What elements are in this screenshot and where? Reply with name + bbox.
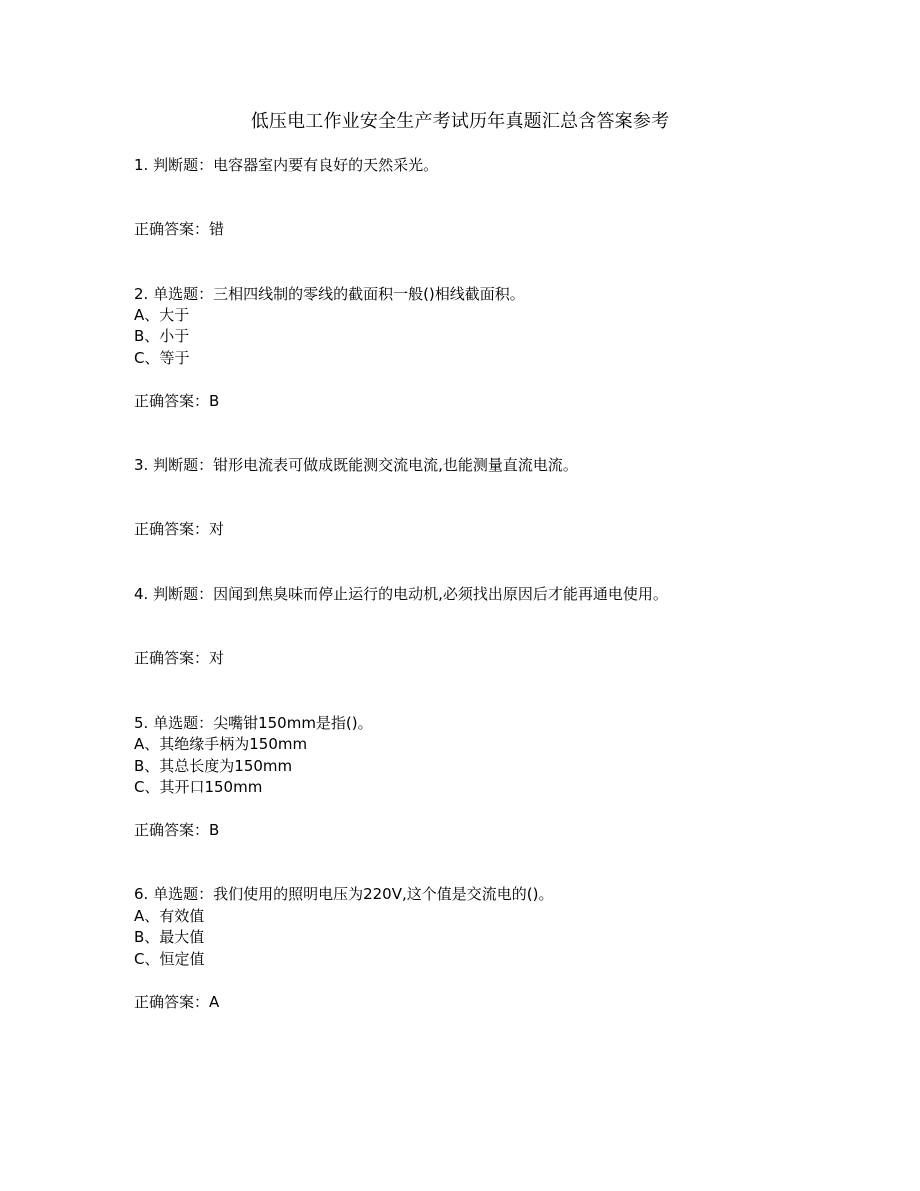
question-5-option-c: C、其开口150mm <box>134 778 263 796</box>
question-5-stem: 5. 单选题：尖嘴钳150mm是指()。 <box>134 714 373 732</box>
question-2-answer: 正确答案：B <box>134 392 220 410</box>
question-6-option-a: A、有效值 <box>134 907 205 925</box>
question-6-option-c: C、恒定值 <box>134 950 205 968</box>
question-3-answer: 正确答案：对 <box>134 520 225 538</box>
question-1-stem: 1. 判断题：电容器室内要有良好的天然采光。 <box>134 156 439 174</box>
question-3-stem: 3. 判断题：钳形电流表可做成既能测交流电流,也能测量直流电流。 <box>134 456 578 474</box>
question-5-option-a: A、其绝缘手柄为150mm <box>134 735 308 753</box>
question-1-answer: 正确答案：错 <box>134 220 225 238</box>
question-4-stem: 4. 判断题：因闻到焦臭味而停止运行的电动机,必须找出原因后才能再通电使用。 <box>134 585 668 603</box>
question-2-option-a: A、大于 <box>134 306 190 324</box>
question-5-answer: 正确答案：B <box>134 821 220 839</box>
question-2-option-c: C、等于 <box>134 349 190 367</box>
question-6-answer: 正确答案：A <box>134 993 220 1011</box>
question-6-stem: 6. 单选题：我们使用的照明电压为220V,这个值是交流电的()。 <box>134 885 554 903</box>
question-5-option-b: B、其总长度为150mm <box>134 757 293 775</box>
document-title: 低压电工作业安全生产考试历年真题汇总含答案参考 <box>250 111 670 132</box>
question-2-option-b: B、小于 <box>134 327 190 345</box>
question-2-stem: 2. 单选题：三相四线制的零线的截面积一般()相线截面积。 <box>134 285 525 303</box>
question-4-answer: 正确答案：对 <box>134 649 225 667</box>
question-6-option-b: B、最大值 <box>134 928 205 946</box>
